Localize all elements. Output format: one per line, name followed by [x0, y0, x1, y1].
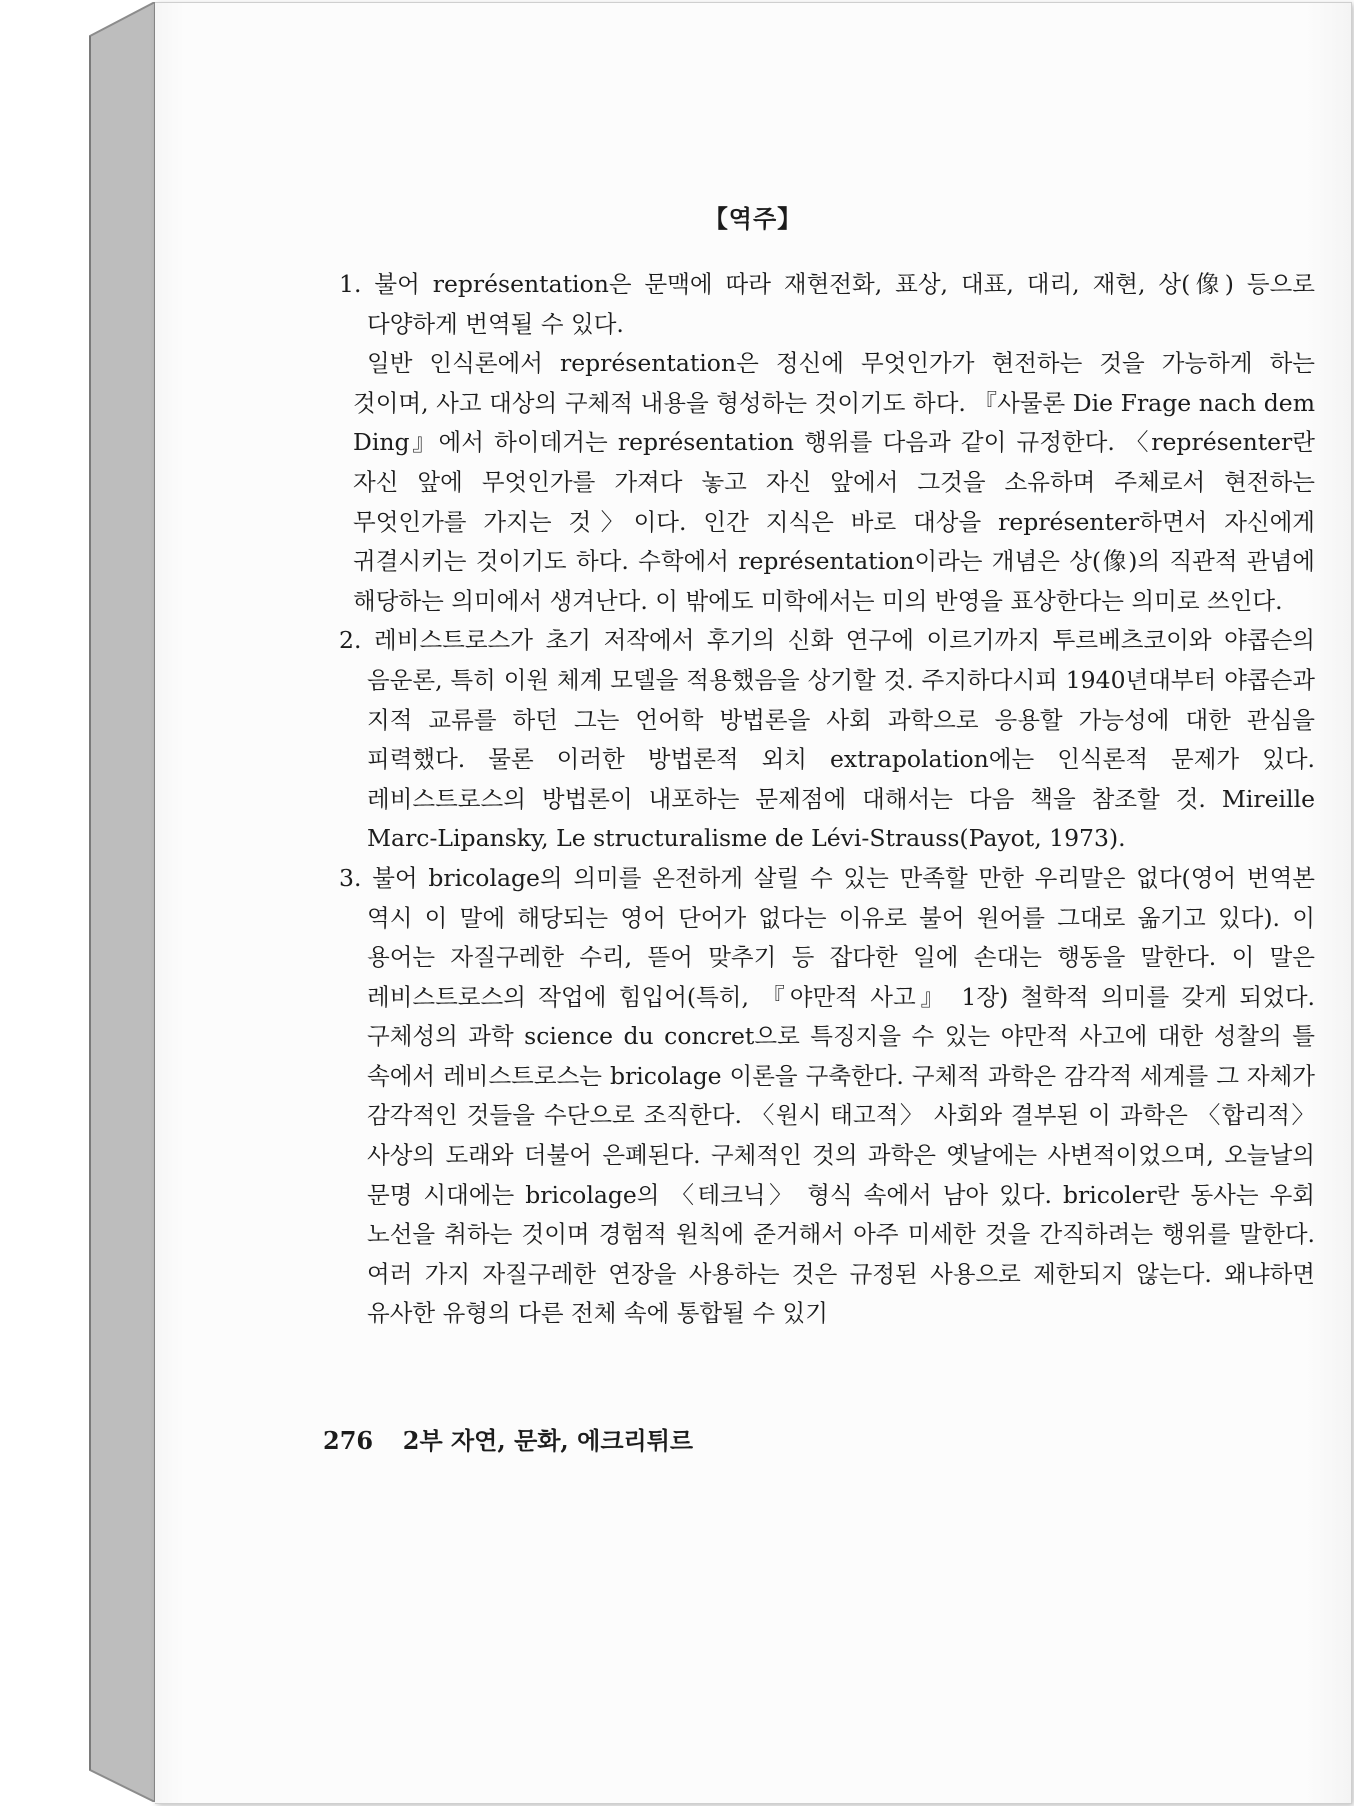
- book-page: [155, 2, 1352, 1804]
- note-number-2: 2.: [339, 626, 362, 655]
- book-spine: [88, 2, 158, 1802]
- note-number-1: 1.: [339, 270, 362, 298]
- note-paragraph-1: 일반 인식론에서 représentation은 정신에 무엇인가가 현전하는 것을 가능하게 하는 것이며, 사고 대상의 구체적 내용을 형성하는 것이기도 하다. 『사물론 Die Frage nach dem Ding』에서 하이데거는 représentation 행위를 다음과 같이 규정한다. 〈représenter란 자신 앞에 무엇인가를 가져다 놓고 자신 앞에서 그것을 소유하며 주체로서 현전하는 무엇인가를 가지는 것〉이다. 인간 지식은 바로 대상을 représenter하면서 자신에게 귀결시키는 것이기도 하다. 수학에서 représentation이라는 개념은 상(像)의 직관적 관념에 해당하는 의미에서 생겨난다. 이 밖에도 미학에서는 미의 반영을 표상한다는 의미로 쓰인다.: [353, 349, 1315, 615]
- note-text-3: 불어 bricolage의 의미를 온전하게 살릴 수 있는 만족할 만한 우리말은 없다(영어 번역본 역시 이 말에 해당되는 영어 단어가 없다는 이유로 불어 원어를 그대로 옮기고 있다). 이 용어는 자질구레한 수리, 뜯어 맞추기 등 잡다한 일에 손대는 행동을 말한다. 이 말은 레비스트로스의 작업에 힘입어(특히, 『야만적 사고』 1장) 철학적 의미를 갖게 되었다. 구체성의 과학 science du concret으로 특징지을 수 있는 야만적 사고에 대한 성찰의 틀 속에서 레비스트로스는 bricolage 이론을 구축한다. 구체적 과학은 감각적 세계를 그 자체가 감각적인 것들을 수단으로 조직한다. 〈원시 태고적〉 사회와 결부된 이 과학은 〈합리적〉 사상의 도래와 더불어 은폐된다. 구체적인 것의 과학은 옛날에는 사변적이었으며, 오늘날의 문명 시대에는 bricolage의 〈테크닉〉 형식 속에서 남아 있다. bricoler란 동사는 우회 노선을 취하는 것이며 경험적 원칙에 준거해서 아주 미세한 것을 간직하려는 행위를 말한다. 여러 가지 자질구레한 연장을 사용하는 것은 규정된 사용으로 제한되지 않는다. 왜냐하면 유사한 유형의 다른 전체 속에 통합될 수 있기: [367, 863, 1315, 1328]
- running-footer-title: 2부 자연, 문화, 에크리튀르: [402, 1426, 694, 1455]
- note-item-3: [325, 859, 1315, 1334]
- note-text-1: 불어 représentation은 문맥에 따라 재현전화, 표상, 대표, 대리, 재현, 상(像) 등으로 다양하게 번역될 수 있다.: [367, 270, 1315, 338]
- page-title: 【역주】: [703, 204, 803, 233]
- book-spine-graphic: [88, 2, 158, 1802]
- note-text-2: 레비스트로스가 초기 저작에서 후기의 신화 연구에 이르기까지 투르베츠코이와 야콥슨의 음운론, 특히 이원 체계 모델을 적용했음을 상기할 것. 주지하다시피 1940년대부터 야콥슨과 지적 교류를 하던 그는 언어학 방법론을 사회 과학으로 응용할 가능성에 대한 관심을 피력했다. 물론 이러한 방법론적 외치 extrapolation에는 인식론적 문제가 있다. 레비스트로스의 방법론이 내포하는 문제점에 대해서는 다음 책을 참조할 것. Mireille Marc-Lipansky, Le structuralisme de Lévi-Strauss(Payot, 1973).: [367, 626, 1315, 853]
- note-number-3: 3.: [339, 863, 362, 892]
- page-number: 276: [323, 1426, 374, 1455]
- page-footer: [323, 1421, 693, 1456]
- note-item-2: [325, 621, 1315, 859]
- translator-notes: [325, 265, 1315, 1334]
- note-item-1: [325, 265, 1315, 344]
